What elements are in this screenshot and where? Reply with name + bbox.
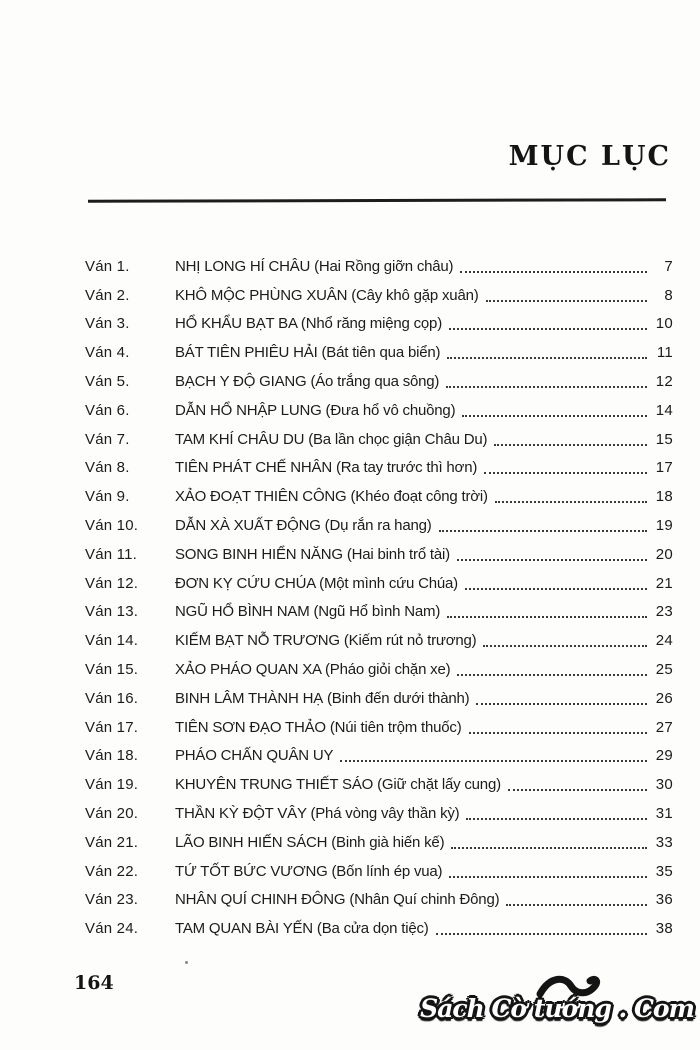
dot-leader [495, 501, 647, 503]
dot-leader [449, 328, 647, 330]
toc-entry-row [85, 598, 673, 627]
dot-leader [451, 847, 647, 849]
toc-entry-number: Ván 10. [85, 517, 139, 535]
toc-entry-page-number: 10 [655, 315, 673, 333]
toc-entry-title: PHÁO CHẤN QUÂN UY [175, 747, 334, 765]
toc-entry-page-number: 20 [655, 545, 673, 563]
toc-entry-number: Ván 15. [85, 661, 139, 679]
toc-entry-title: NHÂN QUÍ CHINH ĐÔNG (Nhân Quí chinh Đông) [175, 891, 500, 909]
toc-entry-row [85, 914, 673, 943]
toc-entry-title: BÁT TIÊN PHIÊU HẢI (Bát tiên qua biển) [175, 344, 441, 362]
page-title: MỤC LỤC [508, 141, 671, 172]
toc-entry-page-number: 36 [655, 891, 673, 909]
toc-entry-row [85, 857, 673, 886]
dot-leader [506, 904, 647, 906]
toc-entry-number: Ván 24. [85, 920, 139, 938]
toc-entry-page-number: 15 [655, 430, 673, 448]
toc-entry-number: Ván 9. [85, 488, 130, 506]
toc-entry-page-number: 30 [655, 776, 673, 794]
toc-entry-number: Ván 18. [85, 747, 139, 765]
toc-entry-title: BINH LÂM THÀNH HẠ (Binh đến dưới thành) [175, 689, 470, 707]
toc-entry-title: NGŨ HỔ BÌNH NAM (Ngũ Hổ bình Nam) [175, 603, 441, 621]
dot-leader [460, 271, 647, 273]
toc-entry-number: Ván 2. [85, 286, 130, 304]
watermark-text: Sách Cờ tướng . Com [420, 994, 694, 1023]
dot-leader [484, 472, 647, 474]
toc-entry-row [85, 396, 673, 425]
toc-entry-number: Ván 7. [85, 430, 130, 448]
toc-entry-page-number: 21 [655, 574, 673, 592]
dot-leader [465, 588, 647, 590]
toc-entry-page-number: 35 [655, 862, 673, 880]
toc-entry-number: Ván 17. [85, 718, 139, 736]
toc-entry-page-number: 8 [664, 286, 673, 304]
toc-entry-number: Ván 23. [85, 891, 139, 909]
toc-entry-row [85, 310, 673, 339]
dot-leader [457, 559, 647, 561]
toc-entry-number: Ván 19. [85, 776, 139, 794]
toc-entry-row [85, 540, 673, 569]
toc-entry-number: Ván 6. [85, 401, 130, 419]
toc-entry-title: TIÊN PHÁT CHẾ NHÂN (Ra tay trước thì hơn) [175, 459, 478, 477]
toc-entry-title: DẪN HỔ NHẬP LUNG (Đưa hổ vô chuồng) [175, 401, 456, 419]
toc-entry-number: Ván 14. [85, 632, 139, 650]
toc-entry-page-number: 18 [655, 488, 673, 506]
toc-entry-page-number: 29 [655, 747, 673, 765]
toc-entry-number: Ván 11. [85, 545, 137, 563]
toc-entry-title: XẢO PHÁO QUAN XA (Pháo giỏi chặn xe) [175, 661, 451, 679]
dot-leader [449, 876, 647, 878]
toc-entry-page-number: 17 [655, 459, 673, 477]
toc-entry-title: KHUYÊN TRUNG THIẾT SÁO (Giữ chặt lấy cung) [175, 776, 501, 794]
toc-entry-row [85, 828, 673, 857]
toc-entry-row [85, 799, 673, 828]
dot-leader [439, 530, 647, 532]
toc-entry-number: Ván 3. [85, 315, 130, 333]
toc-entry-title: XẢO ĐOẠT THIÊN CÔNG (Khéo đoạt công trời) [175, 488, 488, 506]
toc-entry-row [85, 770, 673, 799]
toc-entry-row [85, 281, 673, 310]
toc-entry-title: BẠCH Y ĐỘ GIANG (Áo trắng qua sông) [175, 373, 440, 391]
toc-entry-title: THẦN KỲ ĐỘT VÂY (Phá vòng vây thần kỳ) [175, 805, 460, 823]
toc-entry-number: Ván 16. [85, 689, 139, 707]
toc-entry-row [85, 886, 673, 915]
toc-entry-title: KHÔ MỘC PHÙNG XUÂN (Cây khô gặp xuân) [175, 286, 479, 304]
dot-leader [508, 789, 647, 791]
toc-entry-number: Ván 12. [85, 574, 139, 592]
toc-entry-title: LÃO BINH HIẾN SÁCH (Binh già hiến kế) [175, 833, 445, 851]
toc-entry-page-number: 12 [655, 373, 673, 391]
dot-leader [469, 732, 647, 734]
toc-entry-title: KIẾM BẠT NỖ TRƯƠNG (Kiếm rút nỏ trương) [175, 632, 477, 650]
toc-entry-row [85, 482, 673, 511]
toc-entry-row [85, 425, 673, 454]
toc-entry-number: Ván 21. [85, 833, 139, 851]
toc-entry-title: NHỊ LONG HÍ CHÂU (Hai Rồng giỡn châu) [175, 257, 454, 275]
toc-entry-page-number: 23 [655, 603, 673, 621]
toc-entry-row [85, 252, 673, 281]
toc-entry-page-number: 19 [655, 517, 673, 535]
toc-entry-page-number: 25 [655, 661, 673, 679]
toc-entry-number: Ván 5. [85, 373, 130, 391]
toc-entry-row [85, 338, 673, 367]
toc-entry-number: Ván 22. [85, 862, 139, 880]
dot-leader [483, 645, 647, 647]
toc-entry-row [85, 684, 673, 713]
toc-entry-number: Ván 20. [85, 805, 139, 823]
dot-leader [457, 674, 647, 676]
toc-entry-page-number: 27 [655, 718, 673, 736]
toc-entry-title: ĐƠN KỴ CỨU CHÚA (Một mình cứu Chúa) [175, 574, 458, 592]
toc-entry-row [85, 454, 673, 483]
toc-entry-title: TIÊN SƠN ĐẠO THẢO (Núi tiên trộm thuốc) [175, 718, 462, 736]
dot-leader [436, 933, 647, 935]
toc-entry-row [85, 626, 673, 655]
toc-entry-page-number: 33 [655, 833, 673, 851]
toc-entry-title: SONG BINH HIỂN NĂNG (Hai binh trổ tài) [175, 545, 450, 563]
toc-entry-number: Ván 1. [85, 257, 130, 275]
toc-entry-row [85, 713, 673, 742]
toc-entry-row [85, 742, 673, 771]
toc-entry-title: TAM QUAN BÀI YẾN (Ba cửa dọn tiệc) [175, 920, 429, 938]
dot-leader [462, 415, 647, 417]
dot-leader [340, 760, 647, 762]
toc-entry-page-number: 38 [655, 920, 673, 938]
toc-entry-title: TAM KHÍ CHÂU DU (Ba lần chọc giận Châu Du) [175, 430, 488, 448]
toc-entry-row [85, 367, 673, 396]
toc-entry-page-number: 14 [655, 401, 673, 419]
toc-entry-row [85, 655, 673, 684]
toc-entry-page-number: 31 [655, 805, 673, 823]
dot-leader [486, 300, 647, 302]
dot-leader [466, 818, 647, 820]
toc-entry-page-number: 7 [664, 257, 673, 275]
table-of-contents [85, 252, 673, 943]
toc-entry-number: Ván 8. [85, 459, 130, 477]
dot-leader [447, 357, 647, 359]
dot-leader [476, 703, 647, 705]
toc-entry-title: TỨ TỐT BỨC VƯƠNG (Bốn lính ép vua) [175, 862, 443, 880]
toc-entry-row [85, 569, 673, 598]
toc-entry-page-number: 26 [655, 689, 673, 707]
title-divider-rule [88, 198, 666, 203]
scan-artifact-speck [185, 961, 188, 964]
toc-entry-page-number: 24 [655, 632, 673, 650]
toc-entry-title: DẪN XÀ XUẤT ĐỘNG (Dụ rắn ra hang) [175, 517, 432, 535]
dot-leader [446, 386, 647, 388]
folio-page-number: 164 [74, 972, 114, 994]
toc-entry-title: HỔ KHẨU BẠT BA (Nhổ răng miệng cọp) [175, 315, 442, 333]
dot-leader [494, 444, 647, 446]
toc-entry-row [85, 511, 673, 540]
dot-leader [447, 616, 647, 618]
toc-entry-number: Ván 4. [85, 344, 130, 362]
toc-entry-number: Ván 13. [85, 603, 139, 621]
toc-entry-page-number: 11 [656, 344, 673, 362]
